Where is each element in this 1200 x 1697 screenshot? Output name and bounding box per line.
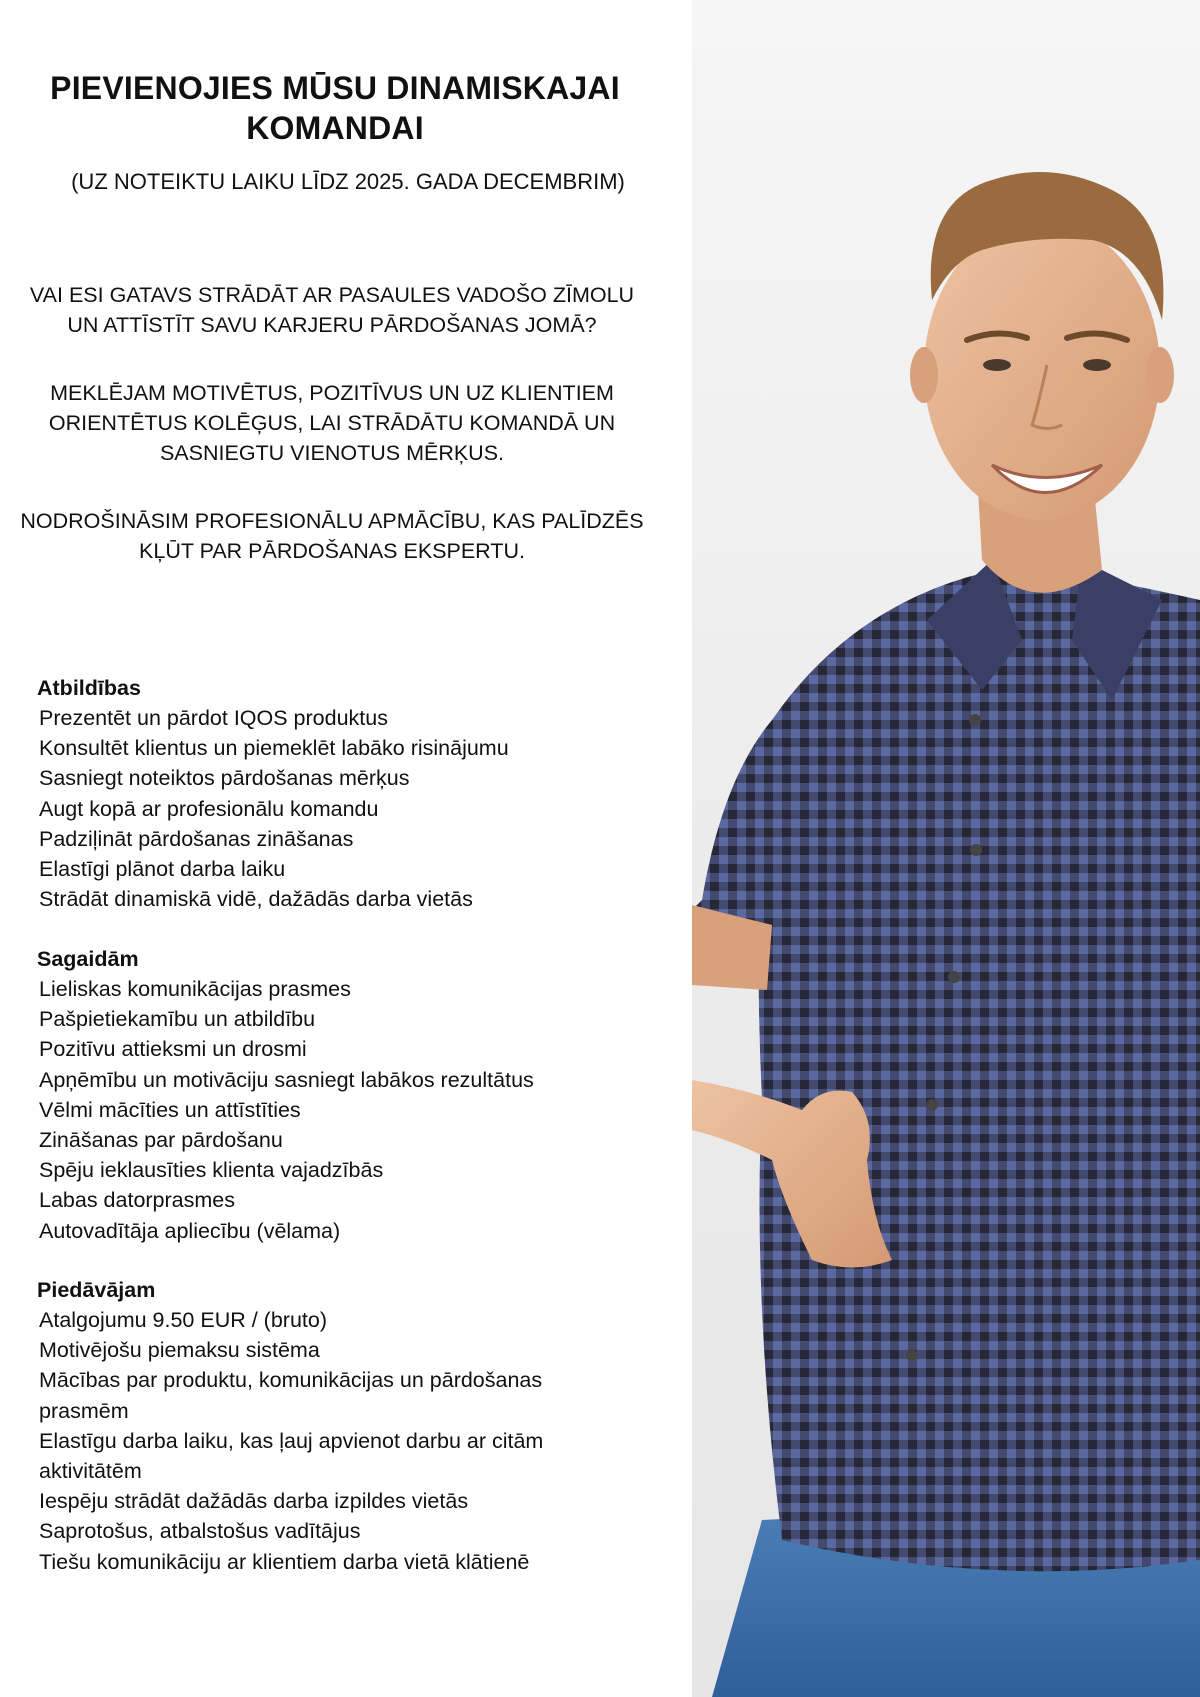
intro-p1-line-1: VAI ESI GATAVS STRĀDĀT AR PASAULES VADOŠO ZĪMOLU bbox=[29, 283, 635, 307]
list-item: Pozitīvu attieksmi un drosmi bbox=[39, 1037, 307, 1062]
offer-heading: Piedāvājam bbox=[37, 1278, 156, 1302]
intro-paragraph-2 bbox=[12, 378, 652, 468]
offer-list bbox=[37, 1305, 677, 1577]
intro-p1-line-2: UN ATTĪSTĪT SAVU KARJERU PĀRDOŠANAS JOMĀ? bbox=[67, 313, 597, 337]
list-item: prasmēm bbox=[39, 1398, 129, 1423]
responsibilities-list bbox=[37, 703, 677, 914]
expectations-list bbox=[37, 974, 677, 1246]
list-item: Strādāt dinamiskā vidē, dažādās darba vietās bbox=[39, 887, 473, 912]
title-line-1: PIEVIENOJIES MŪSU DINAMISKAJAI bbox=[50, 70, 620, 106]
list-item: Konsultēt klientus un piemeklēt labāko risinājumu bbox=[39, 736, 509, 761]
intro-p2-line-1: MEKLĒJAM MOTIVĒTUS, POZITĪVUS UN UZ KLIENTIEM bbox=[50, 381, 614, 405]
list-item: Vēlmi mācīties un attīstīties bbox=[39, 1097, 301, 1122]
intro-paragraph-1 bbox=[12, 280, 652, 340]
offer-section bbox=[37, 1275, 677, 1577]
expectations-heading: Sagaidām bbox=[37, 947, 139, 971]
intro-p3-line-1: NODROŠINĀSIM PROFESIONĀLU APMĀCĪBU, KAS PALĪDZĒS bbox=[20, 509, 644, 533]
intro-paragraph-3 bbox=[12, 506, 652, 566]
list-item: Motivējošu piemaksu sistēma bbox=[39, 1338, 320, 1363]
responsibilities-heading: Atbildības bbox=[37, 676, 141, 700]
intro-p2-line-2: ORIENTĒTUS KOLĒĢUS, LAI STRĀDĀTU KOMANDĀ UN bbox=[48, 411, 616, 435]
list-item: Mācības par produktu, komunikācijas un pārdošanas bbox=[39, 1368, 543, 1393]
list-item: Zināšanas par pārdošanu bbox=[39, 1128, 283, 1153]
list-item: Spēju ieklausīties klienta vajadzībās bbox=[39, 1158, 384, 1183]
list-item: Padziļināt pārdošanas zināšanas bbox=[39, 826, 354, 851]
page-title bbox=[20, 68, 650, 148]
list-item: Tiešu komunikāciju ar klientiem darba vietā klātienē bbox=[39, 1549, 530, 1574]
person-photo bbox=[692, 0, 1200, 1697]
person-illustration bbox=[692, 0, 1200, 1697]
list-item: Apņēmību un motivāciju sasniegt labākos rezultātus bbox=[39, 1067, 534, 1092]
page-subtitle: (UZ NOTEIKTU LAIKU LĪDZ 2025. GADA DECEMBRIM) bbox=[71, 169, 625, 194]
list-item: Pašpietiekamību un atbildību bbox=[39, 1007, 316, 1032]
expectations-section bbox=[37, 944, 677, 1246]
list-item: Lieliskas komunikācijas prasmes bbox=[39, 977, 351, 1001]
list-item: Elastīgi plānot darba laiku bbox=[39, 857, 286, 882]
list-item: Labas datorprasmes bbox=[39, 1188, 235, 1213]
responsibilities-section bbox=[37, 673, 677, 914]
list-item: aktivitātēm bbox=[39, 1459, 142, 1484]
list-item: Iespēju strādāt dažādās darba izpildes vietās bbox=[39, 1489, 469, 1514]
list-item: Prezentēt un pārdot IQOS produktus bbox=[39, 706, 388, 730]
list-item: Autovadītāja apliecību (vēlama) bbox=[39, 1218, 341, 1243]
list-item: Elastīgu darba laiku, kas ļauj apvienot darbu ar citām bbox=[39, 1428, 544, 1453]
intro-p3-line-2: KĻŪT PAR PĀRDOŠANAS EKSPERTU. bbox=[139, 539, 525, 563]
list-item: Augt kopā ar profesionālu komandu bbox=[39, 796, 379, 821]
title-line-2: KOMANDAI bbox=[246, 110, 424, 146]
intro-p2-line-3: SASNIEGTU VIENOTUS MĒRĶUS. bbox=[159, 441, 505, 465]
list-item: Sasniegt noteiktos pārdošanas mērķus bbox=[39, 766, 410, 791]
list-item: Atalgojumu 9.50 EUR / (bruto) bbox=[39, 1308, 327, 1332]
list-item: Saprotošus, atbalstošus vadītājus bbox=[39, 1519, 361, 1544]
